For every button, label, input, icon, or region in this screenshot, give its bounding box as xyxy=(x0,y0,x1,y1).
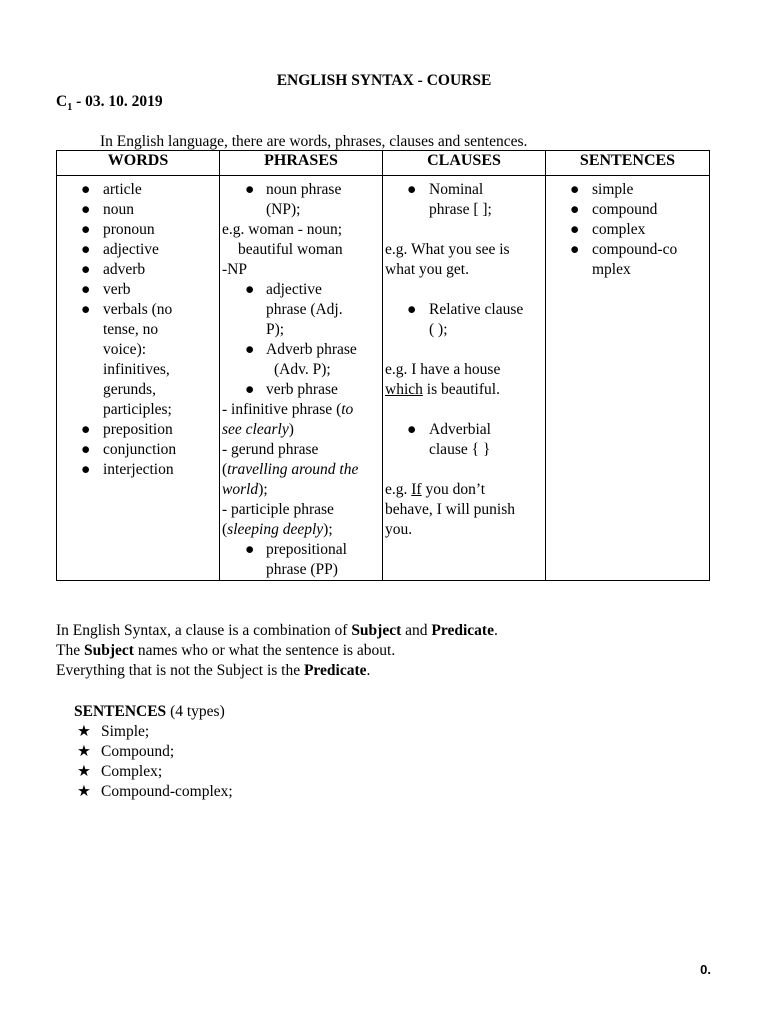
clause-definition: In English Syntax, a clause is a combination of Subject and Predicate. xyxy=(56,622,498,639)
star-bullet-icon: ★ xyxy=(77,743,91,760)
sentences-heading: SENTENCES (4 types) xyxy=(74,703,225,720)
list-item: ● Adverb phrase xyxy=(245,341,357,358)
list-item: ● adjective xyxy=(81,241,159,258)
list-item: ● verbals (no xyxy=(81,301,173,318)
intro-sentence: In English language, there are words, phrases, clauses and sentences. xyxy=(100,133,528,150)
star-bullet-icon: ★ xyxy=(77,783,91,800)
example: e.g. If you don’t xyxy=(385,481,486,498)
list-item: ★ Compound; xyxy=(77,743,175,760)
list-item: ● adverb xyxy=(81,261,146,278)
course-date: $C_1 - 03$. 10. 2019 xyxy=(56,93,163,114)
star-bullet-icon: ★ xyxy=(77,763,91,780)
list-item-continuation: voice): xyxy=(103,341,147,358)
header-clauses: CLAUSES xyxy=(383,151,546,176)
phrases-cell: ● noun phrase (NP); e.g. woman - noun; beautiful woman -NP ● adjective phrase (Adj. P); ● Adverb phrase (Adv. P); ● verb phrase - infinitive phrase (to see clearly) - gerund phrase (travelling around the world); - participle phrase (sleeping deeply); ● prepositional phrase (PP) xyxy=(220,176,383,581)
header-phrases: PHRASES xyxy=(220,151,383,176)
predicate-definition: Everything that is not the Subject is the Predicate. xyxy=(56,662,371,679)
list-item: ★ Compound-complex; xyxy=(77,783,233,800)
subject-definition: The Subject names who or what the sentence is about. xyxy=(56,642,396,659)
example: e.g. What you see is xyxy=(385,241,510,258)
sentences-cell: ● simple ● compound ● complex ● compound-co mplex xyxy=(546,176,710,581)
list-item: ● simple xyxy=(570,181,634,198)
list-item: ● conjunction xyxy=(81,441,177,458)
header-sentences: SENTENCES xyxy=(546,151,710,176)
document-title: ENGLISH SYNTAX - COURSE xyxy=(276,72,492,89)
list-item: ● noun xyxy=(81,201,134,218)
list-item: ● compound-co xyxy=(570,241,678,258)
list-item: ● Relative clause xyxy=(407,301,524,318)
header-words: WORDS xyxy=(57,151,220,176)
list-item: ● Adverbial xyxy=(407,421,491,438)
list-item-continuation: gerunds, xyxy=(103,381,156,398)
page-number: 0. xyxy=(700,962,711,977)
sentence-types-list xyxy=(74,722,233,802)
list-item: ● article xyxy=(81,181,142,198)
list-item: ● preposition xyxy=(81,421,173,438)
list-item-continuation: tense, no xyxy=(103,321,159,338)
star-bullet-icon: ★ xyxy=(77,723,91,740)
list-item: ● verb xyxy=(81,281,131,298)
clauses-cell: ● Nominal phrase [ ]; e.g. What you see is what you get. ● Relative clause ( ); e.g. I have a house which is beautiful. ● Adverbial clause { } e.g. If you don’t behave, I will punish you. xyxy=(383,176,546,581)
list-item: ● Nominal xyxy=(407,181,484,198)
list-item: ● prepositional xyxy=(245,541,347,558)
example: e.g. woman - noun; xyxy=(222,221,343,238)
list-item: ● complex xyxy=(570,221,646,238)
words-cell xyxy=(57,176,220,581)
list-item: ● adjective xyxy=(245,281,322,298)
list-item: ★ Simple; xyxy=(77,723,150,740)
list-item: ★ Complex; xyxy=(77,763,163,780)
list-item-continuation: participles; xyxy=(103,401,172,418)
list-item: ● verb phrase xyxy=(245,381,338,398)
example: e.g. I have a house xyxy=(385,361,501,378)
list-item: ● compound xyxy=(570,201,658,218)
list-item: ● interjection xyxy=(81,461,174,478)
list-item: ● noun phrase xyxy=(245,181,342,198)
syntax-table xyxy=(56,150,710,581)
list-item-continuation: infinitives, xyxy=(103,361,170,378)
list-item: ● pronoun xyxy=(81,221,155,238)
